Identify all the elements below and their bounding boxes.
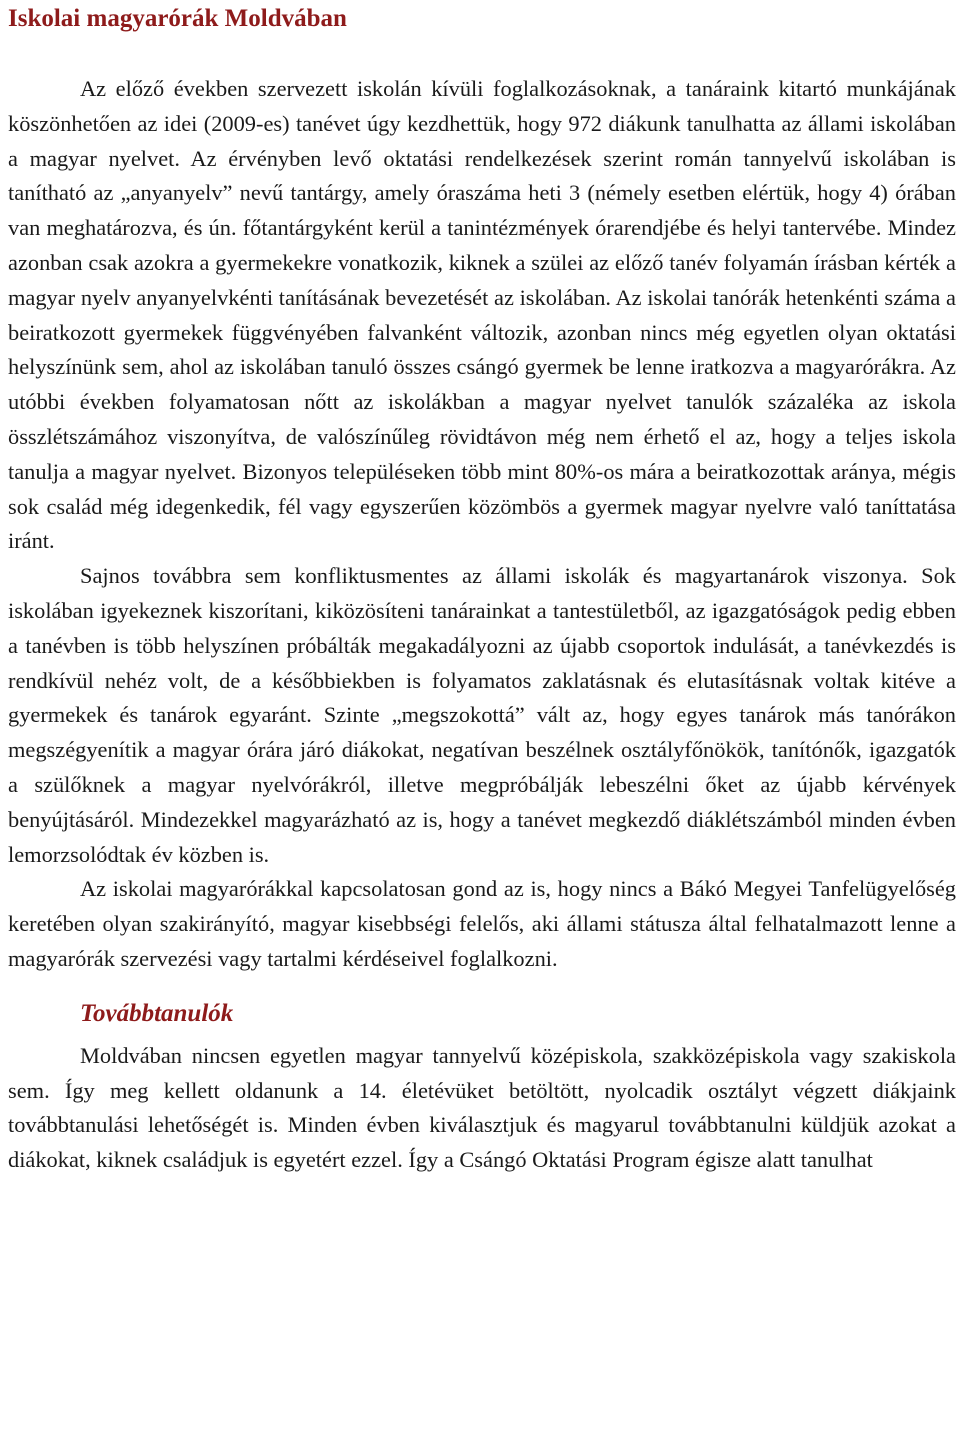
document-page bbox=[8, 0, 956, 1178]
page-title: Iskolai magyarórák Moldvában bbox=[8, 5, 347, 32]
paragraph-further-studies: Moldvában nincsen egyetlen magyar tannyelvű középiskola, szakközépiskola vagy szakiskola sem. Így meg kellett oldanunk a 14. életévüket betöltött, nyolcadik osztályt végzett diákjaink továbbtanulási lehetőségét is. Minden évben kiválasztjuk és magyarul továbbtanulni küldjük azokat a diákokat, kiknek családjuk is egyetért ezzel. Így a Csángó Oktatási Program égisze alatt tanulhat bbox=[8, 1042, 956, 1173]
section-heading-further-studies: Továbbtanulók bbox=[80, 999, 234, 1027]
paragraph-school-lessons: Az előző években szervezett iskolán kívüli foglalkozásoknak, a tanáraink kitartó munkájának köszönhetően az idei (2009-es) tanévet úgy kezdhettük, hogy 972 diákunk tanulhatta az állami iskolában a magyar nyelvet. Az érvényben levő oktatási rendelkezések szerint román tannyelvű iskolában is tanítható az „anyanyelv” nevű tantárgy, amely óraszáma heti 3 (némely esetben elértük, hogy 4) órában van meghatározva, és ún. főtantárgyként kerül a tanintézmények órarendjébe és helyi tantervébe. Mindez azonban csak azokra a gyermekekre vonatkozik, kiknek a szülei az előző tanév folyamán írásban kérték a magyar nyelv anyanyelvkénti tanításának bevezetését az iskolában. Az iskolai tanórák hetenkénti száma a beiratkozott gyermekek függvényében falvanként változik, azonban nincs még egyetlen olyan oktatási helyszínünk sem, ahol az iskolában tanuló összes csángó gyermek be lenne iratkozva a magyarórákra. Az utóbbi években folyamatosan nőtt az iskolákban a magyar nyelvet tanulók százaléka az iskola összlétszámához viszonyítva, de valószínűleg rövidtávon még nem érhető el az, hogy a teljes iskola tanulja a magyar nyelvet. Bizonyos településeken több mint 80%-os mára a beiratkozottak aránya, mégis sok család még idegenkedik, fél vagy egyszerűen közömbös a gyermek magyar nyelvre való taníttatása iránt. bbox=[8, 76, 956, 554]
paragraph-inspectorate: Az iskolai magyarórákkal kapcsolatosan gond az is, hogy nincs a Bákó Megyei Tanfelügyelőség keretében olyan szakirányító, magyar kisebbségi felelős, aki állami státusza által felhatalmazott lenne a magyarórák szervezési vagy tartalmi kérdéseivel foglalkozni. bbox=[8, 876, 956, 971]
paragraph-conflicts: Sajnos továbbra sem konfliktusmentes az állami iskolák és magyartanárok viszonya. Sok iskolában igyekeznek kiszorítani, kiközösíteni tanárainkat a tantestületből, az igazgatóságok pedig ebben a tanévben is több helyszínen próbálták megakadályozni az újabb csoportok indulását, a tanévkezdés is rendkívül nehéz volt, de a későbbiekben is folyamatos zaklatásnak és elutasításnak voltak kitéve a gyermekek és tanárok egyaránt. Szinte „megszokottá” vált az, hogy egyes tanárok más tanórákon megszégyenítik a magyar órára járó diákokat, negatívan beszélnek osztályfőnökök, tanítónők, igazgatók a szülőknek a magyar nyelvórákról, illetve megpróbálják lebeszélni őket az újabb kérvények benyújtásáról. Mindezekkel magyarázható az is, hogy a tanévet megkezdő diáklétszámból minden évben lemorzsolódtak év közben is. bbox=[8, 563, 956, 867]
